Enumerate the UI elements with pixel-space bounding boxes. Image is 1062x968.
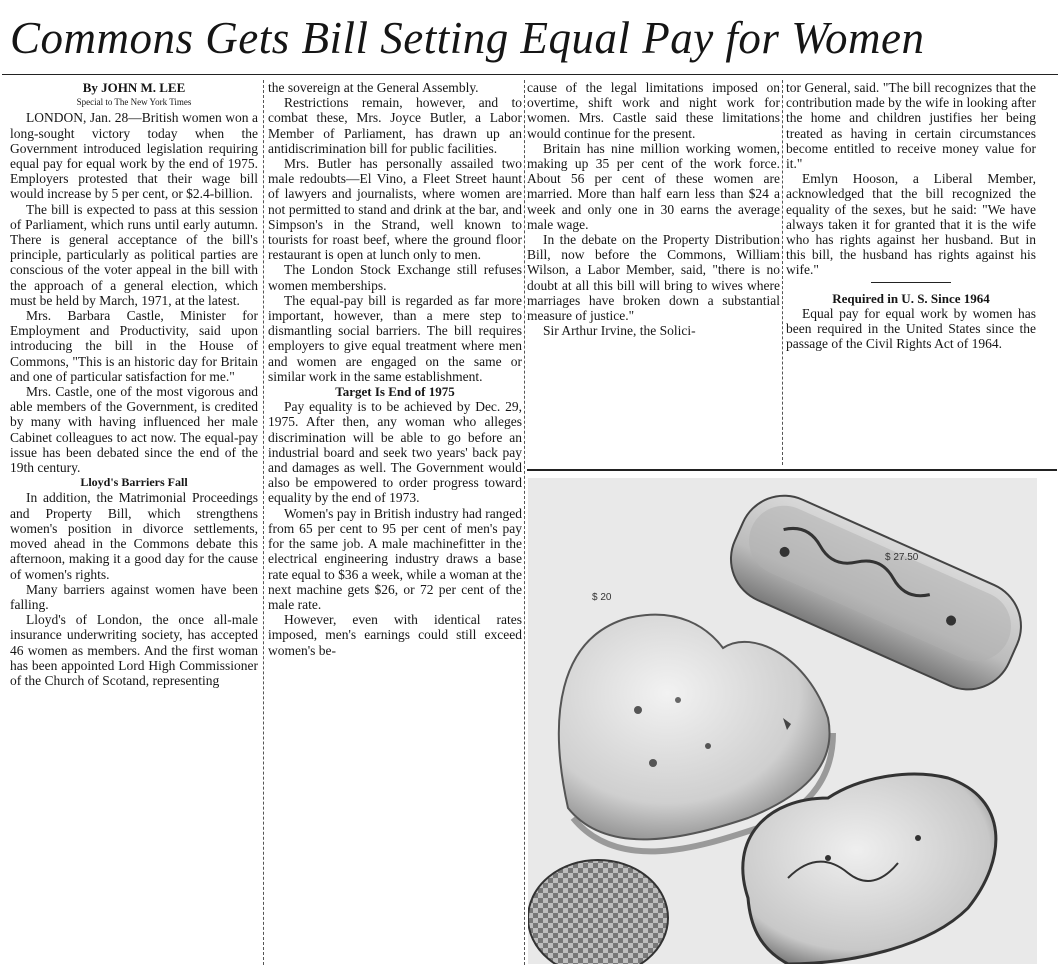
credit-line: Special to The New York Times	[76, 97, 192, 108]
paragraph: tor General, said. "The bill recognizes that the contribution made by the wife in looking after the home and children justifies her being treated as having in certain circumstances become entitled to receive money value for it."	[786, 80, 1036, 172]
paragraph: Mrs. Butler has personally assailed two male redoubts—El Vino, a Fleet Street haunt of lawyers and journalists, where women are not permitted to stand and drink at the bar, and Simpson's in the Strand, well known to tourists for roast beef, where the ground floor restaurant is open at lunch only to men.	[268, 156, 522, 263]
paragraph: In addition, the Matrimonial Proceedings and Property Bill, which strengthens women's position in divorce settlements, moved ahead in the Commons debate this afternoon, making it a good day for the cause of women's rights.	[10, 490, 258, 582]
paragraph: cause of the legal limitations imposed on overtime, shift work and night work for women. Mrs. Castle said these limitations would continue for the present.	[527, 80, 780, 141]
price-tag-1: $ 20	[592, 592, 612, 603]
article-column-1	[10, 80, 258, 968]
headline: Commons Gets Bill Setting Equal Pay for Women	[10, 13, 925, 63]
paragraph: Pay equality is to be achieved by Dec. 29, 1975. After then, any woman who alleges discrimination will be able to go before an industrial board and seek two years' back pay and damages as well. The Government would also be empowered to order progress toward equality by the end of 1973.	[268, 399, 522, 506]
paragraph: Many barriers against women have been falling.	[10, 581, 258, 612]
paragraph: In the debate on the Property Distribution Bill, now before the Commons, William Wilson, a Labor Member, said, "there is no doubt at all this bill will bring to wives where marriages have broken down a substantial measure of justice."	[527, 232, 780, 324]
paragraph: the sovereign at the General Assembly.	[268, 80, 479, 95]
paragraph: Mrs. Barbara Castle, Minister for Employment and Productivity, said upon introducing the bill in the House of Commons, "This is an historic day for Britain and one of particular satisfaction for me."	[10, 308, 258, 384]
article-column-2	[268, 80, 522, 968]
checkered-box	[528, 860, 668, 964]
paragraph: Britain has nine million working women, making up 35 per cent of the work force. About 56 per cent of these women are married. More than half earn less than $24 a week and only one in 30 earns the average male wage.	[527, 140, 780, 232]
column-divider	[524, 80, 525, 965]
subhead-target: Target Is End of 1975	[335, 384, 455, 400]
byline: By JOHN M. LEE	[82, 80, 186, 95]
paragraph: Restrictions remain, however, and to combat these, Mrs. Joyce Butler, a Labor Member of Parliament, has drawn up an antidiscrimination bill for public facilities.	[268, 95, 522, 156]
column-divider	[782, 80, 783, 465]
paragraph: However, even with identical rates imposed, men's earnings could still exceed women's be-	[268, 612, 522, 658]
paragraph: Women's pay in British industry had ranged from 65 per cent to 95 per cent of men's pay for the same job. A male machinefitter in the electrical engineering industry draws a base rate equal to $36 a week, while a woman at the next machine gets $26, or 72 per cent of the male rate.	[268, 505, 522, 612]
paragraph: The bill is expected to pass at this session of Parliament, which runs until early autumn. There is general acceptance of the bill's principle, particularly as political parties are conscious of the voter appeal in the bill with the approach of a general election, which must be held by March, 1971, at the latest.	[10, 201, 258, 308]
subhead-us: Required in U. S. Since 1964	[832, 290, 990, 306]
paragraph: LONDON, Jan. 28—British women won a long-sought victory today when the Government introduced legislation requiring equal pay for equal work by the end of 1975. Employers protested that their wage bill would increase by 5 per cent, or $2.4-billion.	[10, 110, 258, 202]
paragraph: Emlyn Hooson, a Liberal Member, acknowledged that the bill recognized the equality of the sexes, but he said: "We have always taken it for granted that it is the wife who has rights against her husband. But in this bill, the husband has rights against his wife."	[786, 171, 1036, 278]
photo-porcelain-boxes	[528, 478, 1037, 964]
paragraph: Lloyd's of London, the once all-male insurance underwriting society, has accepted 46 women as members. And the first woman has been appointed Lord High Commissioner of the Church of Scotand, representing	[10, 612, 258, 688]
price-tag-2: $ 27.50	[885, 552, 919, 563]
paragraph: The equal-pay bill is regarded as far more important, however, than a mere step to dismantling social barriers. The bill requires employers to give equal treatment where men and women are engaged on the same or similar work in the same establishment.	[268, 292, 522, 384]
subhead-lloyds: Lloyd's Barriers Fall	[80, 475, 188, 490]
photo-top-rule	[527, 469, 1057, 471]
column-divider	[263, 80, 264, 965]
section-rule	[871, 282, 951, 283]
article-column-3	[527, 80, 780, 465]
paragraph: Sir Arthur Irvine, the Solici-	[543, 323, 696, 339]
headline-rule	[2, 74, 1058, 75]
article-column-4	[786, 80, 1036, 465]
paragraph: The London Stock Exchange still refuses women memberships.	[268, 262, 522, 293]
paragraph: Mrs. Castle, one of the most vigorous and able members of the Government, is credited by many with having influenced her male Cabinet colleagues to act now. The equal-pay issue has been debated since the end of the 19th century.	[10, 384, 258, 476]
paragraph: Equal pay for equal work by women has been required in the United States since the passage of the Civil Rights Act of 1964.	[786, 305, 1036, 352]
